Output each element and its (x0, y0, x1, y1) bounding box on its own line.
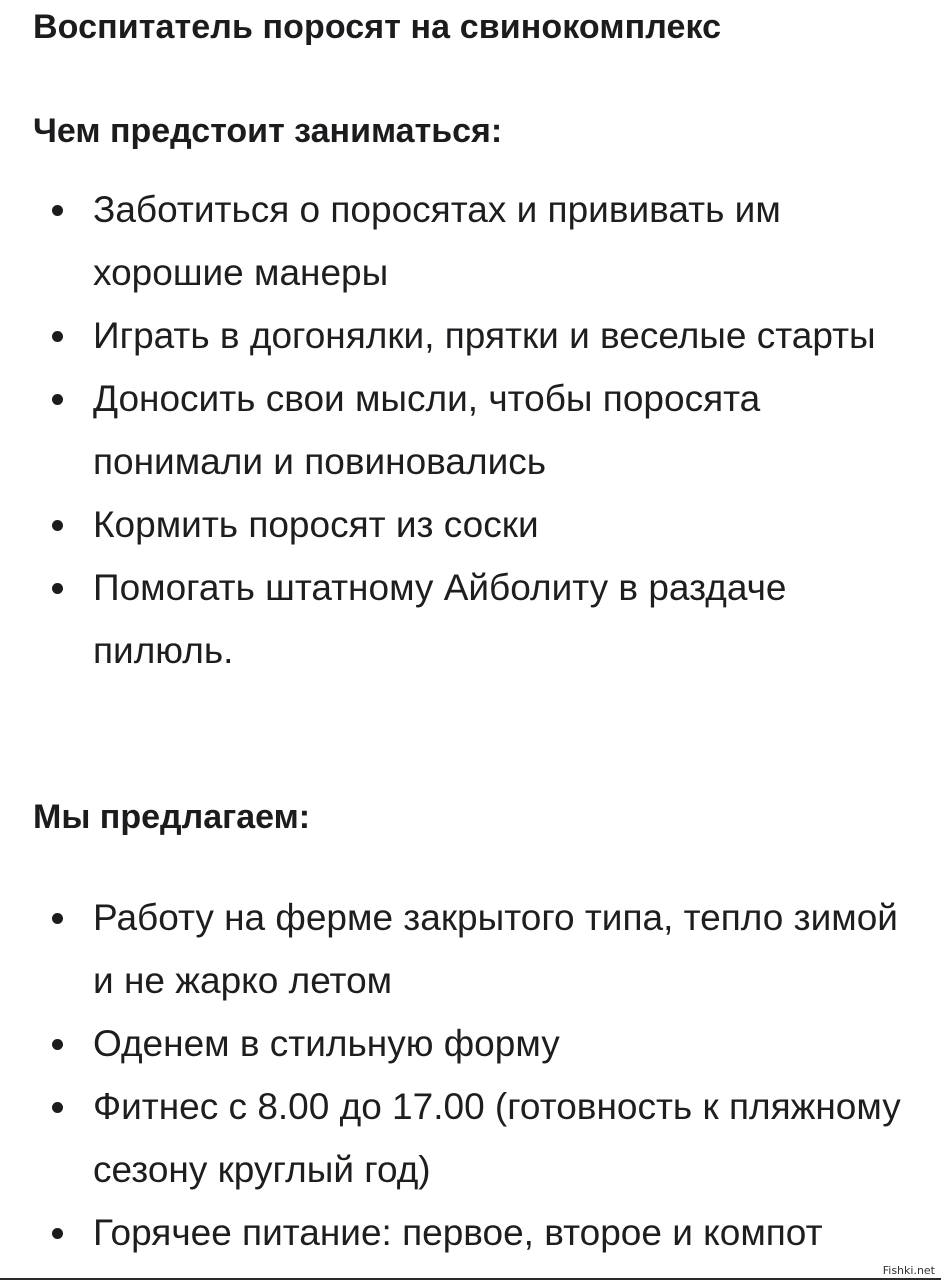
list-item-text: Играть в догонялки, прятки и веселые старты (93, 315, 876, 356)
list-item (0, 1075, 941, 1201)
bullet-icon (52, 913, 63, 924)
list-item (0, 493, 941, 556)
list-item-text: Помогать штатному Айболиту в раздаче пилюль. (93, 567, 787, 671)
offer-heading: Мы предлагаем: (33, 798, 311, 836)
duties-heading: Чем предстоит заниматься: (33, 112, 503, 150)
list-item (0, 367, 941, 493)
list-item (0, 1201, 941, 1264)
list-item-text: Горячее питание: первое, второе и компот (93, 1212, 823, 1253)
watermark: Fishki.net (882, 1264, 935, 1277)
list-item-text: Кормить поросят из соски (93, 504, 539, 545)
duties-list (0, 178, 941, 682)
list-item-text: Заботиться о поросятах и прививать им хорошие манеры (93, 189, 781, 293)
list-item (0, 1012, 941, 1075)
offer-list (0, 886, 941, 1264)
bullet-icon (52, 205, 63, 216)
list-item-text: Фитнес с 8.00 до 17.00 (готовность к пляжному сезону круглый год) (93, 1086, 901, 1190)
bullet-icon (52, 394, 63, 405)
bullet-icon (52, 1228, 63, 1239)
list-item-text: Работу на ферме закрытого типа, тепло зимой и не жарко летом (93, 897, 898, 1001)
bullet-icon (52, 520, 63, 531)
list-item-text: Доносить свои мысли, чтобы поросята понимали и повиновались (93, 378, 761, 482)
page-title: Воспитатель поросят на свинокомплекс (33, 8, 722, 46)
bullet-icon (52, 331, 63, 342)
bullet-icon (52, 1102, 63, 1113)
bullet-icon (52, 583, 63, 594)
list-item-text: Оденем в стильную форму (93, 1023, 560, 1064)
list-item (0, 304, 941, 367)
bullet-icon (52, 1039, 63, 1050)
list-item (0, 556, 941, 682)
list-item (0, 886, 941, 1012)
list-item (0, 178, 941, 304)
